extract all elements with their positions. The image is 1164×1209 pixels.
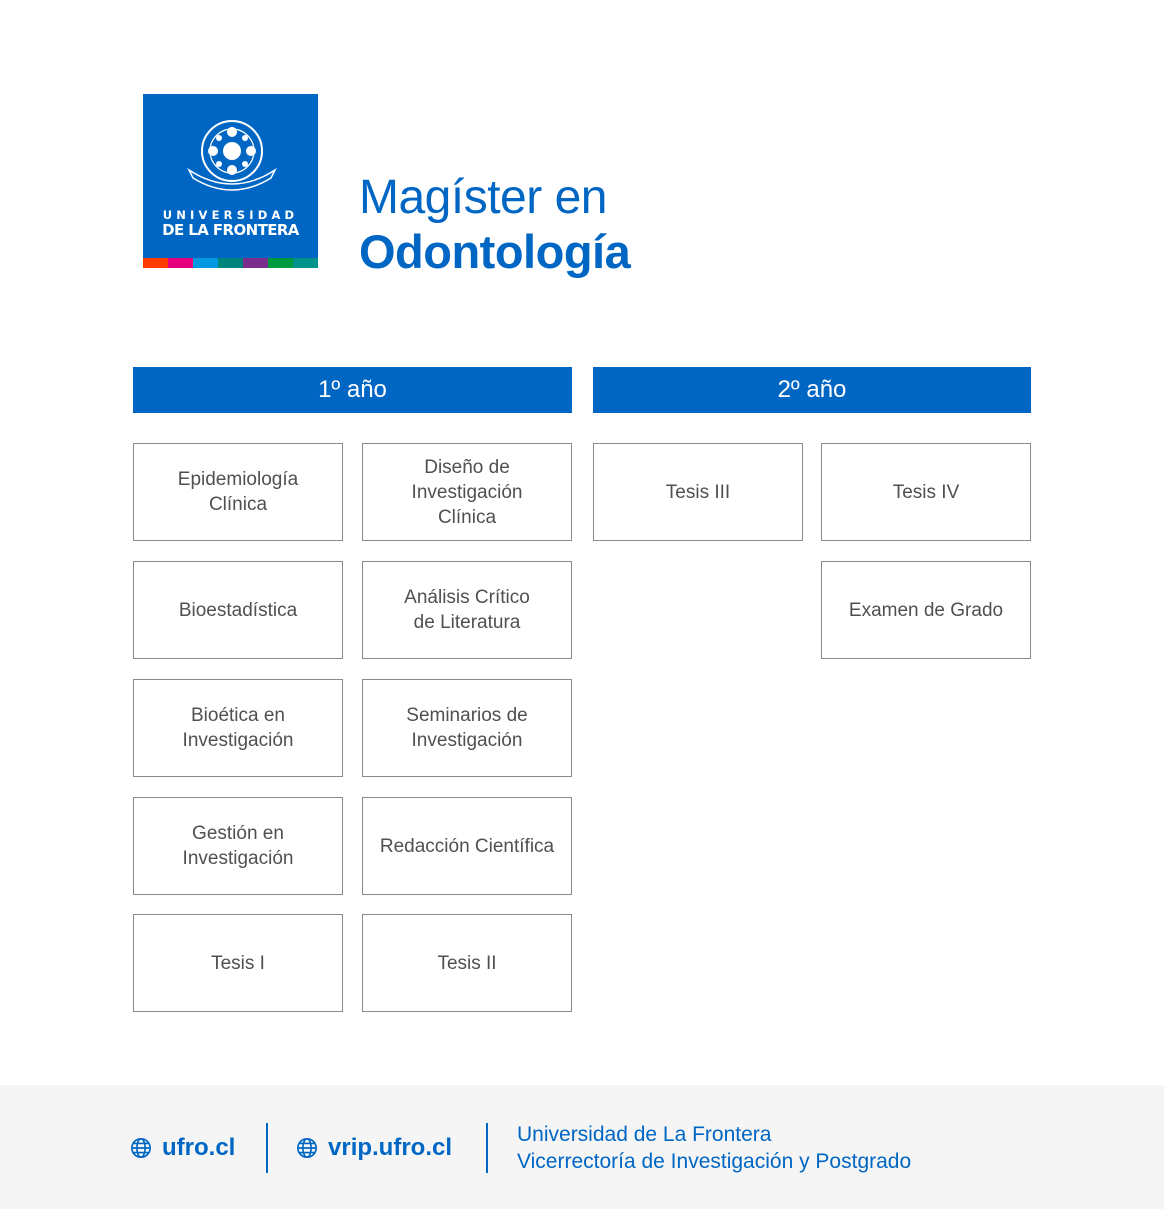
course-card: Bioestadística [133, 561, 343, 659]
globe-icon [296, 1137, 318, 1159]
course-card: Redacción Científica [362, 797, 572, 895]
footer-org-info [517, 1121, 911, 1175]
course-card: Análisis Crítico de Literatura [362, 561, 572, 659]
university-seal-icon [185, 118, 279, 194]
stripe-segment [268, 258, 293, 268]
footer-divider [266, 1123, 268, 1173]
year-2-header: 2º año [593, 367, 1031, 413]
stripe-segment [218, 258, 243, 268]
vrip-link[interactable] [296, 1134, 452, 1162]
stripe-segment [243, 258, 268, 268]
year-1-header: 1º año [133, 367, 572, 413]
logo-color-stripe [143, 258, 318, 268]
course-card: Epidemiología Clínica [133, 443, 343, 541]
course-card: Seminarios de Investigación [362, 679, 572, 777]
page-title-line2: Odontología [359, 225, 631, 278]
logo-text-line2: DE LA FRONTERA [162, 221, 299, 239]
footer-org-line1: Universidad de La Frontera [517, 1123, 772, 1146]
ufro-link-label: ufro.cl [162, 1134, 236, 1161]
university-logo [143, 94, 318, 268]
globe-icon [130, 1137, 152, 1159]
vrip-link-label: vrip.ufro.cl [328, 1134, 453, 1161]
course-card: Diseño de Investigación Clínica [362, 443, 572, 541]
footer [0, 1085, 1164, 1209]
stripe-segment [143, 258, 168, 268]
stripe-segment [293, 258, 318, 268]
course-card: Examen de Grado [821, 561, 1031, 659]
page-title-line1: Magíster en [359, 171, 607, 224]
course-card: Tesis III [593, 443, 803, 541]
footer-org-line2: Vicerrectoría de Investigación y Postgrado [517, 1150, 912, 1173]
footer-divider [486, 1123, 488, 1173]
course-card: Bioética en Investigación [133, 679, 343, 777]
course-card: Tesis IV [821, 443, 1031, 541]
logo-text-line1: UNIVERSIDAD [162, 208, 299, 222]
course-card: Tesis I [133, 914, 343, 1012]
course-card: Tesis II [362, 914, 572, 1012]
ufro-link[interactable] [130, 1134, 235, 1162]
stripe-segment [193, 258, 218, 268]
stripe-segment [168, 258, 193, 268]
course-card: Gestión en Investigación [133, 797, 343, 895]
